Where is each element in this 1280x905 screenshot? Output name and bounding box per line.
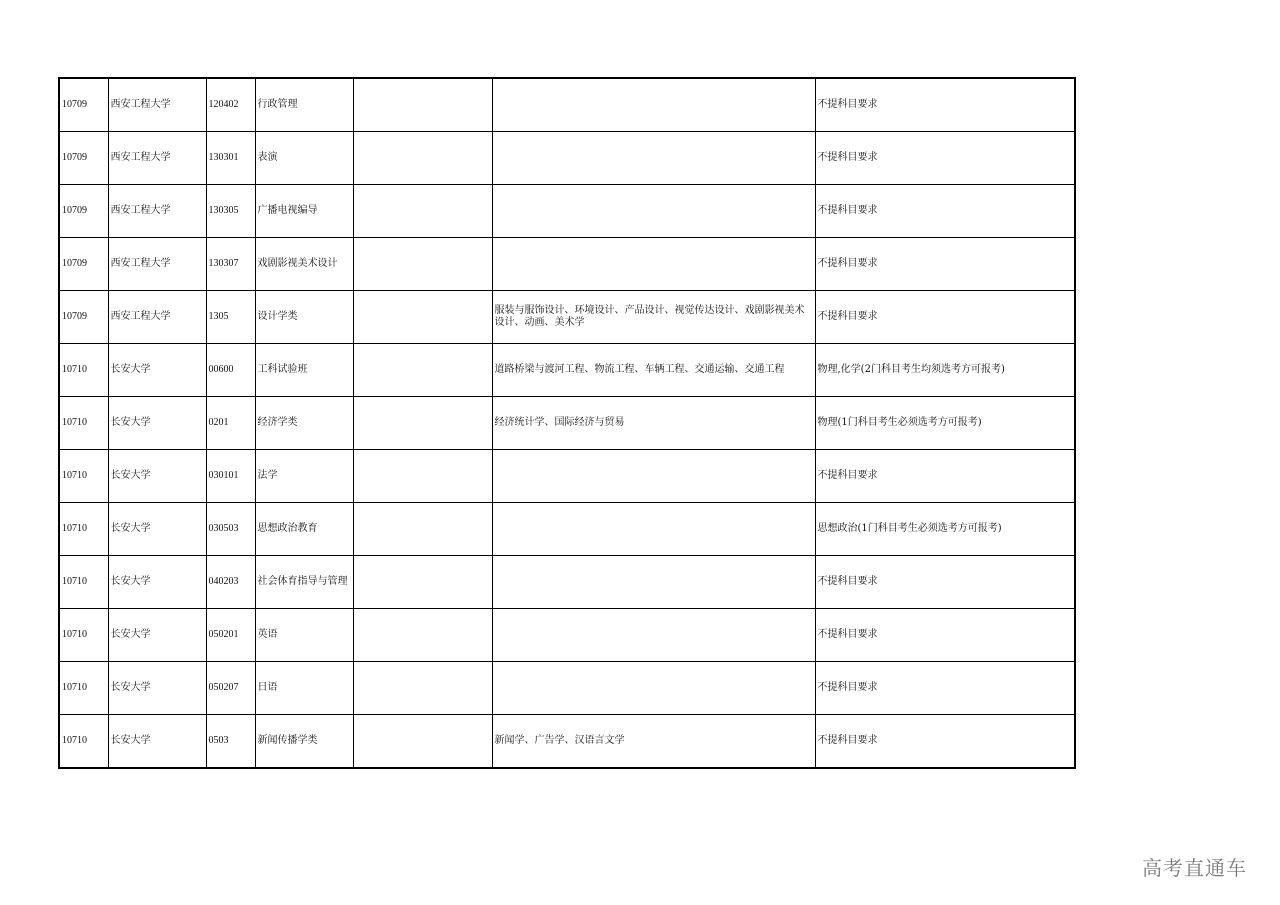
subject-requirement-cell: 不提科目要求 [815,291,1075,344]
major-code-cell: 130307 [206,238,255,291]
table-row [59,185,1075,238]
table-row [59,78,1075,132]
blank-cell [353,132,492,185]
blank-cell [353,556,492,609]
major-name-cell: 戏剧影视美术设计 [255,238,353,291]
subject-requirement-cell: 不提科目要求 [815,238,1075,291]
major-code-cell: 040203 [206,556,255,609]
subject-requirement-cell: 思想政治(1门科目考生必须选考方可报考) [815,503,1075,556]
school-name-cell: 西安工程大学 [108,132,206,185]
included-majors-cell [492,609,815,662]
major-name-cell: 思想政治教育 [255,503,353,556]
school-name-cell: 长安大学 [108,662,206,715]
included-majors-cell [492,662,815,715]
table-row [59,609,1075,662]
table-body [59,78,1075,768]
subject-requirement-cell: 不提科目要求 [815,78,1075,132]
major-name-cell: 经济学类 [255,397,353,450]
subject-requirement-cell: 物理,化学(2门科目考生均须选考方可报考) [815,344,1075,397]
school-code-cell: 10710 [59,397,108,450]
table-row [59,503,1075,556]
school-name-cell: 长安大学 [108,556,206,609]
school-name-cell: 西安工程大学 [108,291,206,344]
major-code-cell: 030101 [206,450,255,503]
school-name-cell: 长安大学 [108,450,206,503]
school-name-cell: 长安大学 [108,344,206,397]
school-name-cell: 长安大学 [108,397,206,450]
school-code-cell: 10710 [59,503,108,556]
school-code-cell: 10710 [59,662,108,715]
school-name-cell: 长安大学 [108,609,206,662]
blank-cell [353,78,492,132]
major-code-cell: 050207 [206,662,255,715]
school-name-cell: 西安工程大学 [108,78,206,132]
table-row [59,291,1075,344]
school-code-cell: 10709 [59,78,108,132]
school-name-cell: 长安大学 [108,503,206,556]
major-code-cell: 120402 [206,78,255,132]
table-row [59,450,1075,503]
school-code-cell: 10710 [59,715,108,769]
major-name-cell: 工科试验班 [255,344,353,397]
subject-requirement-cell: 不提科目要求 [815,185,1075,238]
blank-cell [353,715,492,769]
included-majors-cell: 服装与服饰设计、环境设计、产品设计、视觉传达设计、戏剧影视美术设计、动画、美术学 [492,291,815,344]
subject-requirement-cell: 不提科目要求 [815,450,1075,503]
table-row [59,132,1075,185]
blank-cell [353,397,492,450]
school-code-cell: 10710 [59,450,108,503]
included-majors-cell: 经济统计学、国际经济与贸易 [492,397,815,450]
school-code-cell: 10710 [59,556,108,609]
table-row [59,397,1075,450]
major-code-cell: 0201 [206,397,255,450]
school-code-cell: 10709 [59,185,108,238]
major-code-cell: 050201 [206,609,255,662]
table-row [59,238,1075,291]
subject-requirement-cell: 不提科目要求 [815,132,1075,185]
included-majors-cell [492,132,815,185]
major-name-cell: 设计学类 [255,291,353,344]
subject-requirement-cell: 不提科目要求 [815,662,1075,715]
table-row [59,344,1075,397]
table-row [59,715,1075,769]
major-name-cell: 英语 [255,609,353,662]
major-code-cell: 130305 [206,185,255,238]
included-majors-cell [492,78,815,132]
subject-requirements-table [58,77,1076,769]
blank-cell [353,185,492,238]
included-majors-cell [492,238,815,291]
table-row [59,556,1075,609]
included-majors-cell [492,185,815,238]
included-majors-cell: 新闻学、广告学、汉语言文学 [492,715,815,769]
blank-cell [353,238,492,291]
blank-cell [353,344,492,397]
subject-requirement-cell: 不提科目要求 [815,715,1075,769]
included-majors-cell [492,450,815,503]
school-name-cell: 西安工程大学 [108,238,206,291]
table-row [59,662,1075,715]
subject-requirement-cell: 物理(1门科目考生必须选考方可报考) [815,397,1075,450]
major-name-cell: 广播电视编导 [255,185,353,238]
major-name-cell: 社会体育指导与管理 [255,556,353,609]
school-code-cell: 10709 [59,132,108,185]
blank-cell [353,450,492,503]
major-code-cell: 0503 [206,715,255,769]
blank-cell [353,609,492,662]
included-majors-cell: 道路桥梁与渡河工程、物流工程、车辆工程、交通运输、交通工程 [492,344,815,397]
school-code-cell: 10709 [59,291,108,344]
school-code-cell: 10709 [59,238,108,291]
included-majors-cell [492,556,815,609]
school-name-cell: 西安工程大学 [108,185,206,238]
school-name-cell: 长安大学 [108,715,206,769]
subject-requirement-cell: 不提科目要求 [815,556,1075,609]
major-name-cell: 法学 [255,450,353,503]
major-name-cell: 行政管理 [255,78,353,132]
major-name-cell: 表演 [255,132,353,185]
major-name-cell: 新闻传播学类 [255,715,353,769]
watermark-text: 高考直通车 [1142,856,1247,880]
school-code-cell: 10710 [59,344,108,397]
school-code-cell: 10710 [59,609,108,662]
subject-requirement-cell: 不提科目要求 [815,609,1075,662]
blank-cell [353,662,492,715]
blank-cell [353,291,492,344]
major-code-cell: 130301 [206,132,255,185]
major-name-cell: 日语 [255,662,353,715]
blank-cell [353,503,492,556]
included-majors-cell [492,503,815,556]
major-code-cell: 030503 [206,503,255,556]
major-code-cell: 00600 [206,344,255,397]
major-code-cell: 1305 [206,291,255,344]
